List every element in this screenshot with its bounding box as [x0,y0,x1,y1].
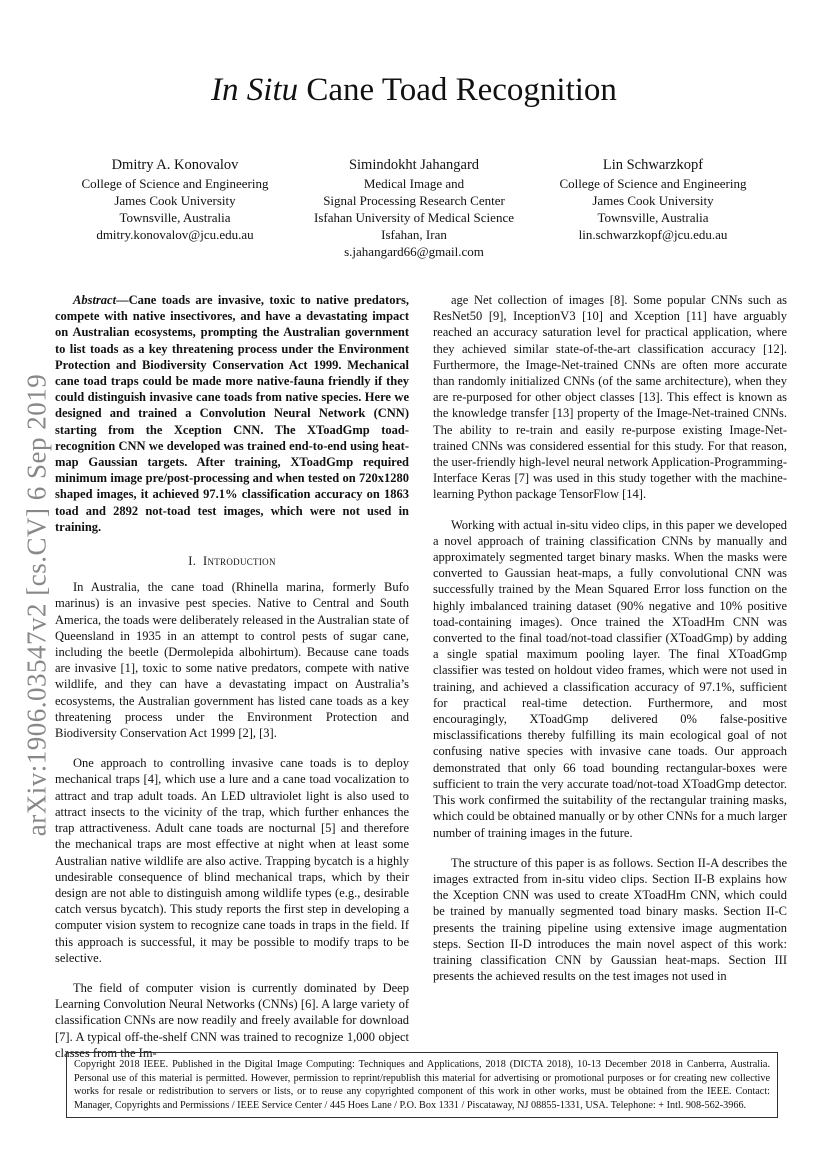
author-affiliation-line: College of Science and Engineering [81,176,269,191]
intro-paragraph-2: One approach to controlling invasive cane toads is to deploy mechanical traps [4], which use a lure and a cane toad vocalization to attract and trap adult toads. An LED ultraviolet light is also used to attract insects to the vicinity of the trap, which further enhances the trap attractiveness. Adult cane toads are nocturnal [5] and therefore the mechanical traps are most effective at night when at least some Australian native wildlife are also active. Trapping bycatch is a highly undesirable consequence of blind mechanical traps, which by their design are not able to distinguish among wildlife types (e.g., desirable catch versus bycatch). This study reports the first step in developing a computer vision system to recognize cane toads in traps in the field. If this approach is successful, it may be possible to modify traps to be selective. [55,756,409,965]
author-affiliation-line: Townsville, Australia [119,210,231,225]
author-affiliation-line: Signal Processing Research Center [323,193,505,208]
author-affiliation-line: Medical Image and [363,176,465,191]
title-italic: In Situ [211,72,299,108]
author-affiliation-line: Isfahan, Iran [381,227,447,242]
author-affiliation-line: College of Science and Engineering [559,176,747,191]
author-affiliation-line: James Cook University [114,193,236,208]
copyright-notice: Copyright 2018 IEEE. Published in the Digital Image Computing: Techniques and Applications, 2018 (DICTA 2018), 10-13 December 2018 in Canberra, Australia. Personal use of this material is permitted. However, permission to reprint/republish this material for advertising or promotional purposes or for creating new collective works for resale or redistribution to servers or lists, or to reuse any copyrighted component of this work in other works, must be obtained from the IEEE. Contact: Manager, Copyrights and Permissions / IEEE Service Center / 445 Hoes Lane / P.O. Box 1331 / Piscataway, NJ 08855-1331, USA. Telephone: + Intl. 908-562-3966. [66,1052,778,1118]
section-title: Introduction [202,554,276,569]
arxiv-stamp [22,370,52,840]
title-rest: Cane Toad Recognition [298,72,617,108]
intro-paragraph-3: The field of computer vision is currently dominated by Deep Learning Convolution Neural Networks (CNNs) [6]. A large variety of classification CNNs are now readily and freely available for download [7]. A typical off-the-shelf CNN was trained to recognize 1,000 object classes from the Im- [55,980,409,1060]
author-email[interactable]: s.jahangard66@gmail.com [344,244,484,259]
abstract-text: —Cane toads are invasive, toxic to native predators, compete with native insectivores, and have a devastating impact on Australian ecosystems, prompting the Australian government to list toads as a key threatening process under the Environment Protection and Biodiversity Conservation Act 1999. Mechanical cane toad traps could be made more native-fauna friendly if they could distinguish invasive cane toads from native species. Here we designed and trained a Convolution Neural Network (CNN) starting from the Xception CNN. The XToadGmp toad-recognition CNN we developed was trained end-to-end using heat-map Gaussian targets. After training, XToadGmp required minimum image pre/post-processing and when tested on 720x1280 shaped images, it achieved 97.1% classification accuracy on 1863 toad and 2892 not-toad test images, which were not used in training. [55,293,409,534]
author-1 [56,156,294,260]
author-2 [295,156,533,260]
intro-paragraph-5: Working with actual in-situ video clips, in this paper we developed a novel approach of training classification CNNs by manually and approximately segmented target binary masks. When the masks were converted to Gaussian heat-maps, a fully convolutional CNN was successfully trained by the Mean Squared Error loss function on the highly imbalanced training dataset (90% negative and 10% positive toad-containing images). Once trained the XToadHm CNN was converted to the final toad/not-toad classifier (XToadGmp) by adding a single spatial maximum pooling layer. The final XToadGmp classifier was tested on holdout video frames, which were not used in training, and achieved a classification accuracy of 97.1%, sufficient for practical real-time detection. Furthermore, and most encouragingly, XToadGmp delivered 0% false-positive misclassifications thereby fulfilling its main ecological goal of not confusing native species with invasive cane toads. Our approach demonstrated that only 66 toad bounding rectangular-boxes were sufficient to train the very accurate toad/not-toad XToadGmp detector. This work confirmed the suitability of the rectangular training masks, which could be obtained manually or by other CNNs for a much larger number of training images in the future. [433,517,787,840]
author-name: Dmitry A. Konovalov [111,157,239,173]
abstract-label: Abstract [73,293,117,307]
right-column [433,292,787,984]
author-affiliation-line: Townsville, Australia [597,210,709,225]
abstract [55,292,409,535]
author-name: Simindokht Jahangard [348,157,480,173]
section-number: I. [188,554,197,569]
author-block [56,156,772,260]
intro-paragraph-6: The structure of this paper is as follows. Section II-A describes the images extracted from in-situ video clips. Section II-B explains how the Xception CNN was used to create XToadHm CNN, which could be trained by manually segmented toad binary masks. Section II-C presents the training pipeline using extensive image augmentation steps. Section II-D introduces the main novel aspect of this work: training classification CNN by Gaussian heat-maps. Section III presents the achieved results on the test images not used in [433,855,787,984]
section-heading-introduction [55,553,409,569]
author-3 [534,156,772,260]
paper-title [0,70,828,110]
author-name: Lin Schwarzkopf [602,157,704,173]
arxiv-id: arXiv:1906.03547v2 [cs.CV] 6 Sep 2019 [21,373,52,837]
author-affiliation-line: James Cook University [592,193,714,208]
author-email[interactable]: dmitry.konovalov@jcu.edu.au [96,227,254,242]
left-column [55,292,409,1061]
intro-paragraph-1: In Australia, the cane toad (Rhinella marina, formerly Bufo marinus) is an invasive pest species. Native to Central and South America, the toads were deliberately released in the Australian state of Queensland in 1935 in an attempt to control pests of sugar cane, including the beetle (Dermolepida albohirtum). Because cane toads are invasive [1], toxic to some native predators, compete with native wildlife, and they can have a devastating impact on Australia’s ecosystems, the Australian government has listed cane toads as a key threatening process under the Environment Protection and Biodiversity Conservation Act 1999 [2], [3]. [55,580,409,741]
intro-paragraph-4: age Net collection of images [8]. Some popular CNNs such as ResNet50 [9], InceptionV3 [10] and Xception [11] have arguably reached an accuracy saturation level for practical application, where they achieved similar state-of-the-art classification accuracy [12]. Furthermore, the Image-Net-trained CNNs are often more accurate than randomly initialized CNNs (of the same architecture), when they are re-purposed for other object classes [13]. This effect is known as the knowledge transfer [13] property of the Image-Net-trained CNNs. The ability to re-train and easily re-purpose existing Image-Net-trained CNNs was considered essential for this study. For that reason, the user-friendly high-level neural network Application-Programming-Interface Keras [7] was used in this study together with the machine-learning Python package TensorFlow [14]. [433,293,787,502]
author-email[interactable]: lin.schwarzkopf@jcu.edu.au [578,227,728,242]
author-affiliation-line: Isfahan University of Medical Science [314,210,514,225]
